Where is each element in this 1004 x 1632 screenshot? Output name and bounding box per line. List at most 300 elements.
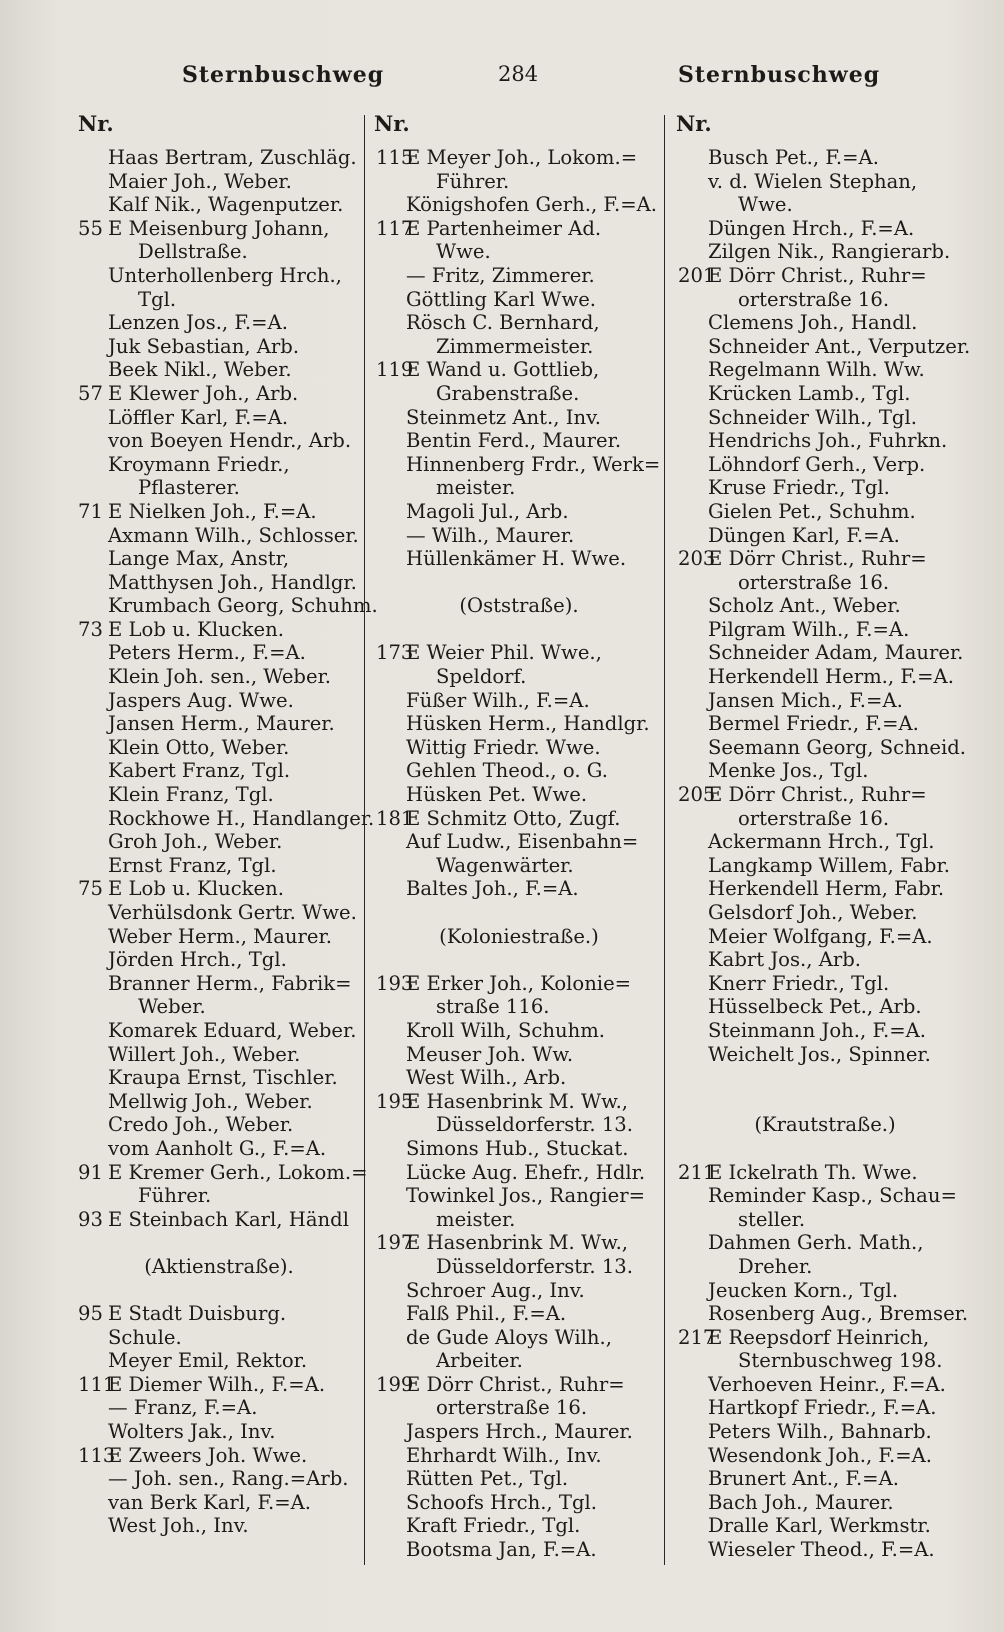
resident-entry bbox=[78, 193, 360, 217]
resident-entry bbox=[376, 1043, 662, 1067]
resident-entry bbox=[376, 830, 662, 854]
house-entry bbox=[78, 877, 360, 901]
resident-entry bbox=[678, 618, 972, 642]
entry-text: Brunert Ant., F.=A. bbox=[708, 1467, 899, 1491]
entry-text: E Kremer Gerh., Lokom.= bbox=[108, 1160, 368, 1184]
entry-text: steller. bbox=[738, 1207, 806, 1231]
resident-entry bbox=[78, 1514, 360, 1538]
entry-text: Klein Otto, Weber. bbox=[108, 735, 290, 759]
resident-entry bbox=[678, 972, 972, 996]
entry-text: Haas Bertram, Zuschläg. bbox=[108, 146, 357, 169]
entry-text: Kruse Friedr., Tgl. bbox=[708, 476, 890, 500]
resident-entry bbox=[78, 429, 360, 453]
entry-text: Credo Joh., Weber. bbox=[108, 1113, 294, 1137]
entry-text: Rösch C. Bernhard, bbox=[406, 311, 600, 335]
resident-entry bbox=[78, 358, 360, 382]
entry-text: Wwe. bbox=[738, 193, 793, 217]
resident-entry bbox=[376, 335, 662, 359]
entry-text: orterstraße 16. bbox=[436, 1396, 588, 1420]
resident-entry bbox=[78, 1019, 360, 1043]
resident-entry bbox=[376, 170, 662, 194]
entry-text: Dellstraße. bbox=[138, 240, 248, 264]
entry-text: Magoli Jul., Arb. bbox=[406, 499, 569, 523]
entry-text: Kabert Franz, Tgl. bbox=[108, 759, 291, 783]
entry-text: meister. bbox=[436, 1207, 516, 1231]
resident-entry bbox=[78, 972, 360, 996]
entry-text: Rockhowe H., Handlanger. bbox=[108, 806, 375, 830]
entry-text: orterstraße 16. bbox=[738, 806, 890, 830]
resident-entry bbox=[78, 1396, 360, 1420]
entry-text: Schoofs Hrch., Tgl. bbox=[406, 1490, 597, 1514]
resident-entry bbox=[78, 1467, 360, 1491]
entry-text: Pilgram Wilh., F.=A. bbox=[708, 617, 910, 641]
resident-entry bbox=[678, 1208, 972, 1232]
entry-text: Maier Joh., Weber. bbox=[108, 169, 292, 193]
entry-text: E Dörr Christ., Ruhr= bbox=[708, 263, 927, 287]
house-number: 205 bbox=[678, 783, 716, 807]
house-entry bbox=[678, 1326, 972, 1350]
entry-text: Falß Phil., F.=A. bbox=[406, 1302, 567, 1326]
resident-entry bbox=[678, 170, 972, 194]
entry-text: Dahmen Gerh. Math., bbox=[708, 1231, 924, 1255]
entry-text: Unterhollenberg Hrch., bbox=[108, 263, 342, 287]
resident-entry bbox=[376, 1302, 662, 1326]
resident-entry bbox=[78, 406, 360, 430]
entry-text: Göttling Karl Wwe. bbox=[406, 287, 597, 311]
resident-entry bbox=[678, 1255, 972, 1279]
resident-entry bbox=[678, 524, 972, 548]
entry-text: Juk Sebastian, Arb. bbox=[108, 334, 300, 358]
house-entry bbox=[376, 217, 662, 241]
entry-text: Löhndorf Gerh., Verp. bbox=[708, 452, 926, 476]
entry-text: E Dörr Christ., Ruhr= bbox=[708, 547, 927, 571]
entry-text: Hüsken Herm., Handlgr. bbox=[406, 712, 650, 736]
resident-entry bbox=[376, 500, 662, 524]
resident-entry bbox=[78, 594, 378, 618]
entry-text: Baltes Joh., F.=A. bbox=[406, 877, 579, 901]
resident-entry bbox=[78, 736, 360, 760]
house-entry bbox=[376, 1231, 662, 1255]
entry-text: E Dörr Christ., Ruhr= bbox=[406, 1372, 625, 1396]
resident-entry bbox=[678, 1043, 972, 1067]
entry-text: Hartkopf Friedr., F.=A. bbox=[708, 1396, 937, 1420]
entry-text: Krücken Lamb., Tgl. bbox=[708, 381, 911, 405]
entry-text: E Schmitz Otto, Zugf. bbox=[406, 806, 621, 830]
house-entry bbox=[78, 618, 360, 642]
entry-text: straße 116. bbox=[436, 995, 550, 1019]
resident-entry bbox=[376, 382, 662, 406]
entry-text: Speldorf. bbox=[436, 665, 527, 689]
entry-text: Willert Joh., Weber. bbox=[108, 1042, 301, 1066]
resident-entry bbox=[78, 146, 360, 170]
entry-text: Verhülsdonk Gertr. Wwe. bbox=[108, 901, 357, 924]
resident-entry bbox=[678, 807, 972, 831]
column-nr-label: Nr. bbox=[374, 111, 410, 136]
resident-entry bbox=[376, 406, 662, 430]
resident-entry bbox=[376, 264, 662, 288]
entry-text: orterstraße 16. bbox=[738, 287, 890, 311]
resident-entry bbox=[376, 524, 662, 548]
house-entry bbox=[376, 358, 662, 382]
resident-entry bbox=[678, 1467, 972, 1491]
resident-entry bbox=[376, 476, 662, 500]
resident-entry bbox=[376, 665, 662, 689]
entry-text: Herkendell Herm, Fabr. bbox=[708, 877, 945, 901]
entry-text: Hüllenkämer H. Wwe. bbox=[406, 547, 627, 571]
entry-text: Jörden Hrch., Tgl. bbox=[108, 948, 287, 972]
resident-entry bbox=[376, 783, 662, 807]
header-street-right: Sternbuschweg bbox=[678, 62, 881, 88]
house-number: 197 bbox=[376, 1231, 414, 1255]
house-number: 201 bbox=[678, 263, 716, 287]
entry-text: Steinmetz Ant., Inv. bbox=[406, 405, 602, 429]
house-number: 203 bbox=[678, 547, 716, 571]
entry-text: Schneider Ant., Verputzer. bbox=[708, 334, 971, 358]
resident-entry bbox=[78, 854, 360, 878]
house-number: 119 bbox=[376, 358, 414, 382]
entry-text: Axmann Wilh., Schlosser. bbox=[108, 523, 359, 547]
house-number: 117 bbox=[376, 216, 414, 240]
entry-text: meister. bbox=[436, 476, 516, 500]
resident-entry bbox=[376, 689, 662, 713]
resident-entry bbox=[376, 453, 662, 477]
house-number: 91 bbox=[78, 1160, 103, 1184]
entry-text: E Hasenbrink M. Ww., bbox=[406, 1231, 629, 1255]
resident-entry bbox=[678, 1184, 972, 1208]
resident-entry bbox=[678, 311, 972, 335]
entry-text: Langkamp Willem, Fabr. bbox=[708, 853, 950, 877]
resident-entry bbox=[678, 1231, 972, 1255]
resident-entry bbox=[678, 1420, 972, 1444]
house-number: 57 bbox=[78, 381, 103, 405]
entry-text: Wagenwärter. bbox=[436, 853, 574, 877]
entry-text: Krumbach Georg, Schuhm. bbox=[108, 594, 378, 618]
resident-entry bbox=[678, 1279, 972, 1303]
resident-entry bbox=[78, 641, 360, 665]
entry-text: E Ickelrath Th. Wwe. bbox=[708, 1160, 918, 1184]
entry-text: Lenzen Jos., F.=A. bbox=[108, 311, 288, 335]
entry-text: Regelmann Wilh. Ww. bbox=[708, 358, 925, 382]
resident-entry bbox=[78, 311, 360, 335]
house-entry bbox=[78, 500, 360, 524]
entry-text: Grabenstraße. bbox=[436, 381, 580, 405]
resident-entry bbox=[376, 1019, 662, 1043]
resident-entry bbox=[78, 1491, 360, 1515]
resident-entry bbox=[376, 1538, 662, 1562]
resident-entry bbox=[678, 240, 972, 264]
resident-entry bbox=[678, 1302, 972, 1326]
column-nr-label: Nr. bbox=[676, 111, 712, 136]
column-nr-label: Nr. bbox=[78, 111, 114, 136]
entry-text: E Steinbach Karl, Händl bbox=[108, 1207, 349, 1231]
resident-entry bbox=[678, 193, 972, 217]
entry-text: E Meisenburg Johann, bbox=[108, 216, 330, 240]
resident-entry bbox=[78, 1349, 360, 1373]
house-entry bbox=[376, 641, 662, 665]
entry-text: Löffler Karl, F.=A. bbox=[108, 405, 289, 429]
entry-text: Kabrt Jos., Arb. bbox=[708, 948, 862, 972]
house-number: 211 bbox=[678, 1160, 716, 1184]
resident-entry bbox=[678, 1514, 972, 1538]
entry-text: Schneider Adam, Maurer. bbox=[708, 641, 964, 665]
entry-text: E Wand u. Gottlieb, bbox=[406, 358, 600, 382]
entry-text: — Joh. sen., Rang.=Arb. bbox=[108, 1467, 349, 1491]
resident-entry bbox=[376, 736, 662, 760]
resident-entry bbox=[678, 712, 972, 736]
entry-text: Jaspers Hrch., Maurer. bbox=[406, 1420, 633, 1444]
resident-entry bbox=[376, 1066, 662, 1090]
blank-line bbox=[678, 1090, 972, 1114]
resident-entry bbox=[78, 1137, 360, 1161]
entry-text: Düsseldorferstr. 13. bbox=[436, 1254, 633, 1278]
entry-text: — Fritz, Zimmerer. bbox=[406, 263, 595, 287]
entry-text: E Partenheimer Ad. bbox=[406, 216, 602, 240]
entry-text: Beek Nikl., Weber. bbox=[108, 358, 292, 382]
entry-text: Branner Herm., Fabrik= bbox=[108, 971, 352, 995]
resident-entry bbox=[78, 665, 360, 689]
resident-entry bbox=[78, 1113, 360, 1137]
street-section-heading: (Oststraße). bbox=[459, 594, 579, 618]
resident-entry bbox=[678, 995, 972, 1019]
entry-text: Komarek Eduard, Weber. bbox=[108, 1018, 357, 1042]
house-entry bbox=[78, 1444, 360, 1468]
entry-text: Wesendonk Joh., F.=A. bbox=[708, 1443, 932, 1467]
resident-entry bbox=[678, 1396, 972, 1420]
resident-entry bbox=[376, 311, 662, 335]
entry-text: Meuser Joh. Ww. bbox=[406, 1042, 574, 1066]
resident-entry bbox=[78, 1326, 360, 1350]
resident-entry bbox=[678, 571, 972, 595]
resident-entry bbox=[78, 524, 360, 548]
house-entry bbox=[678, 1161, 972, 1185]
resident-entry bbox=[678, 594, 972, 618]
resident-entry bbox=[678, 759, 972, 783]
entry-text: Schneider Wilh., Tgl. bbox=[708, 405, 917, 429]
resident-entry bbox=[678, 382, 972, 406]
entry-text: Kraupa Ernst, Tischler. bbox=[108, 1066, 338, 1090]
resident-entry bbox=[678, 500, 972, 524]
resident-entry bbox=[678, 358, 972, 382]
entry-text: Bach Joh., Maurer. bbox=[708, 1490, 894, 1514]
entry-text: Towinkel Jos., Rangier= bbox=[406, 1184, 646, 1208]
entry-text: Hüsken Pet. Wwe. bbox=[406, 783, 588, 807]
resident-entry bbox=[78, 830, 360, 854]
resident-entry bbox=[376, 1396, 662, 1420]
page-header bbox=[0, 62, 1004, 102]
entry-text: Kroymann Friedr., bbox=[108, 452, 290, 476]
resident-entry bbox=[78, 571, 360, 595]
entry-text: E Nielken Joh., F.=A. bbox=[108, 499, 317, 523]
house-number: 173 bbox=[376, 641, 414, 665]
resident-entry bbox=[78, 288, 360, 312]
resident-entry bbox=[376, 240, 662, 264]
resident-entry bbox=[678, 1349, 972, 1373]
entry-text: West Wilh., Arb. bbox=[406, 1066, 567, 1090]
entry-text: Füßer Wilh., F.=A. bbox=[406, 688, 590, 712]
column-1 bbox=[78, 110, 378, 1538]
entry-text: Menke Jos., Tgl. bbox=[708, 759, 869, 783]
column-3 bbox=[678, 110, 972, 1562]
resident-entry bbox=[376, 193, 662, 217]
resident-entry bbox=[376, 1491, 662, 1515]
entry-text: Düngen Karl, F.=A. bbox=[708, 523, 900, 547]
house-number: 193 bbox=[376, 971, 414, 995]
entry-text: E Klewer Joh., Arb. bbox=[108, 381, 299, 405]
resident-entry bbox=[678, 217, 972, 241]
resident-entry bbox=[78, 712, 360, 736]
resident-entry bbox=[376, 1349, 662, 1373]
blank-line bbox=[376, 618, 662, 642]
resident-entry bbox=[678, 901, 972, 925]
resident-entry bbox=[678, 1373, 972, 1397]
house-entry bbox=[78, 1302, 360, 1326]
resident-entry bbox=[376, 995, 662, 1019]
entry-text: E Lob u. Klucken. bbox=[108, 877, 284, 901]
page-number: 284 bbox=[498, 62, 539, 86]
entry-text: Ernst Franz, Tgl. bbox=[108, 853, 277, 877]
resident-entry bbox=[78, 547, 360, 571]
resident-entry bbox=[376, 1444, 662, 1468]
resident-entry bbox=[376, 854, 662, 878]
entry-text: Reminder Kasp., Schau= bbox=[708, 1184, 957, 1208]
resident-entry bbox=[678, 689, 972, 713]
entry-text: Busch Pet., F.=A. bbox=[708, 146, 879, 169]
house-number: 55 bbox=[78, 216, 103, 240]
entry-text: Gielen Pet., Schuhm. bbox=[708, 499, 916, 523]
resident-entry bbox=[678, 665, 972, 689]
resident-entry bbox=[376, 1161, 662, 1185]
entry-text: Ackermann Hrch., Tgl. bbox=[708, 830, 935, 854]
resident-entry bbox=[78, 170, 360, 194]
entry-text: Seemann Georg, Schneid. bbox=[708, 735, 967, 759]
resident-entry bbox=[678, 476, 972, 500]
resident-entry bbox=[78, 453, 360, 477]
house-entry bbox=[678, 264, 972, 288]
resident-entry bbox=[678, 1491, 972, 1515]
header-street-left: Sternbuschweg bbox=[182, 62, 385, 88]
entry-text: Düngen Hrch., F.=A. bbox=[708, 216, 915, 240]
entry-text: orterstraße 16. bbox=[738, 570, 890, 594]
resident-entry bbox=[678, 453, 972, 477]
house-entry bbox=[678, 547, 972, 571]
house-entry bbox=[78, 1160, 368, 1185]
entry-text: Lange Max, Anstr, bbox=[108, 547, 290, 571]
entry-text: Verhoeven Heinr., F.=A. bbox=[708, 1372, 946, 1396]
blank-line bbox=[376, 571, 662, 595]
resident-entry bbox=[78, 783, 360, 807]
entry-text: E Meyer Joh., Lokom.= bbox=[406, 146, 638, 169]
resident-entry bbox=[376, 1113, 662, 1137]
entry-text: West Joh., Inv. bbox=[108, 1514, 249, 1538]
entry-text: E Dörr Christ., Ruhr= bbox=[708, 783, 927, 807]
resident-entry bbox=[78, 335, 360, 359]
resident-entry bbox=[376, 712, 662, 736]
blank-line bbox=[376, 901, 662, 925]
entry-text: Hüsselbeck Pet., Arb. bbox=[708, 995, 922, 1019]
resident-entry bbox=[78, 948, 360, 972]
entry-text: Wolters Jak., Inv. bbox=[108, 1420, 276, 1444]
house-number: 111 bbox=[78, 1372, 116, 1396]
entry-text: Wwe. bbox=[436, 240, 491, 264]
resident-entry bbox=[678, 1538, 972, 1562]
entry-text: — Franz, F.=A. bbox=[108, 1396, 258, 1420]
entry-text: Klein Franz, Tgl. bbox=[108, 783, 274, 807]
house-entry bbox=[376, 972, 662, 996]
entry-text: Bootsma Jan, F.=A. bbox=[406, 1538, 597, 1562]
resident-entry bbox=[78, 925, 360, 949]
street-section-heading: (Koloniestraße.) bbox=[439, 924, 599, 948]
entry-text: E Hasenbrink M. Ww., bbox=[406, 1089, 629, 1113]
resident-entry bbox=[376, 1255, 662, 1279]
entry-text: Ehrhardt Wilh., Inv. bbox=[406, 1443, 602, 1467]
resident-entry bbox=[376, 1184, 662, 1208]
column-divider-2 bbox=[664, 115, 665, 1565]
house-entry bbox=[78, 1208, 360, 1232]
house-number: 195 bbox=[376, 1089, 414, 1113]
entry-text: Jeucken Korn., Tgl. bbox=[708, 1278, 899, 1302]
entry-text: Sternbuschweg 198. bbox=[738, 1349, 943, 1373]
entry-text: Peters Wilh., Bahnarb. bbox=[708, 1420, 932, 1444]
entry-text: Weber. bbox=[138, 995, 206, 1019]
resident-entry bbox=[78, 1066, 360, 1090]
resident-entry bbox=[678, 830, 972, 854]
resident-entry bbox=[376, 1279, 662, 1303]
house-number: 181 bbox=[376, 806, 414, 830]
resident-entry bbox=[78, 264, 360, 288]
entry-text: Schule. bbox=[108, 1325, 182, 1349]
resident-entry bbox=[678, 335, 972, 359]
resident-entry bbox=[678, 948, 972, 972]
entry-text: Dralle Karl, Werkmstr. bbox=[708, 1514, 931, 1538]
entry-text: Bermel Friedr., F.=A. bbox=[708, 712, 919, 736]
entry-text: Weber Herm., Maurer. bbox=[108, 924, 332, 948]
entry-text: de Gude Aloys Wilh., bbox=[406, 1325, 612, 1349]
house-entry bbox=[78, 1373, 360, 1397]
entry-text: E Erker Joh., Kolonie= bbox=[406, 971, 632, 995]
entry-text: E Diemer Wilh., F.=A. bbox=[108, 1372, 326, 1396]
house-entry bbox=[376, 1090, 662, 1114]
entry-text: Scholz Ant., Weber. bbox=[708, 594, 901, 618]
entry-text: von Boeyen Hendr., Arb. bbox=[108, 429, 352, 453]
resident-entry bbox=[678, 146, 972, 170]
blank-line bbox=[78, 1231, 360, 1255]
entry-text: Kroll Wilh, Schuhm. bbox=[406, 1018, 606, 1042]
resident-entry bbox=[678, 1019, 972, 1043]
entry-text: Jaspers Aug. Wwe. bbox=[108, 688, 294, 712]
resident-entry bbox=[678, 877, 972, 901]
entry-text: Wittig Friedr. Wwe. bbox=[406, 735, 601, 759]
entry-text: Mellwig Joh., Weber. bbox=[108, 1089, 313, 1113]
entry-text: Herkendell Herm., F.=A. bbox=[708, 665, 954, 689]
entry-text: Kraft Friedr., Tgl. bbox=[406, 1514, 581, 1538]
entry-text: Jansen Herm., Maurer. bbox=[108, 712, 335, 736]
entry-text: Jansen Mich., F.=A. bbox=[708, 688, 903, 712]
entry-text: Simons Hub., Stuckat. bbox=[406, 1136, 629, 1160]
resident-entry bbox=[678, 288, 972, 312]
resident-entry bbox=[376, 1137, 662, 1161]
entry-text: Knerr Friedr., Tgl. bbox=[708, 971, 890, 995]
house-number: 71 bbox=[78, 499, 103, 523]
blank-line bbox=[678, 1137, 972, 1161]
entry-text: — Wilh., Maurer. bbox=[406, 523, 575, 547]
entry-text: v. d. Wielen Stephan, bbox=[708, 169, 918, 193]
resident-entry bbox=[78, 1420, 360, 1444]
street-section-heading: (Krautstraße.) bbox=[754, 1113, 896, 1137]
house-number: 199 bbox=[376, 1372, 414, 1396]
resident-entry bbox=[78, 240, 360, 264]
resident-entry bbox=[376, 759, 662, 783]
resident-entry bbox=[678, 925, 972, 949]
